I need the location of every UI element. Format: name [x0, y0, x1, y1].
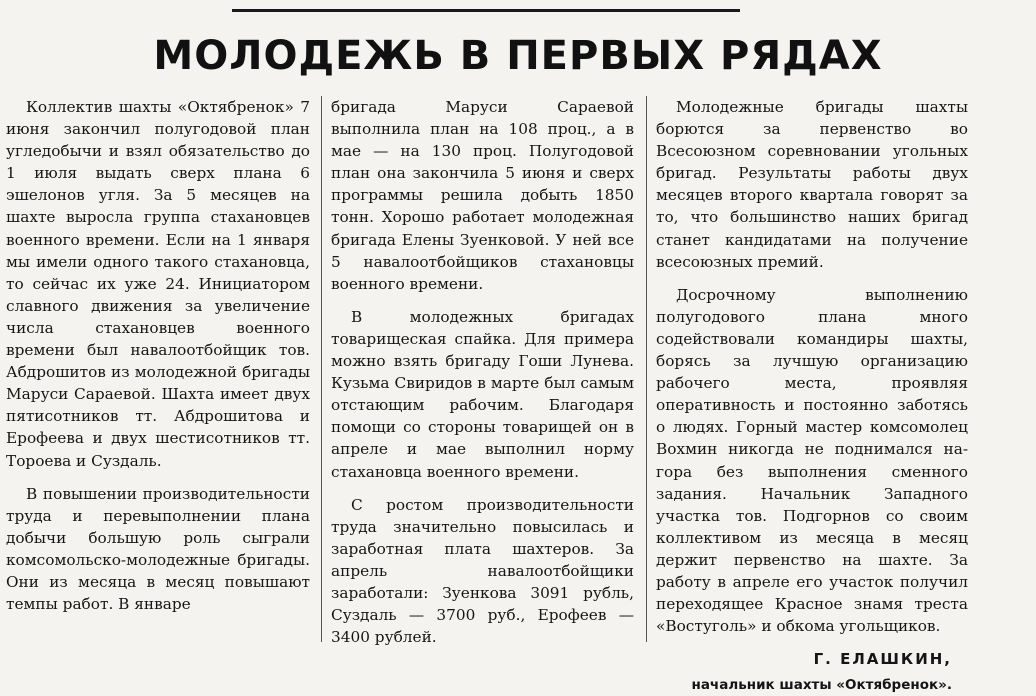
- paragraph: бригада Маруси Сараевой выполнила план на 108 проц., а в мае — на 130 проц. Полугодовой план она закончила 5 июня и сверх программы решила добыть 1850 тонн. Хорошо работает молодежная бригада Елены Зуенковой. У ней все 5 навалоотбойщиков стахановцы военного времени.: [331, 98, 634, 293]
- author-title: начальник шахты «Октябренок».: [691, 677, 952, 694]
- top-rule: [232, 9, 740, 12]
- column-divider: [646, 96, 647, 642]
- paragraph: Коллектив шахты «Октябренок» 7 июня закончил полугодовой план угледобычи и взял обязательство до 1 июля выдать сверх плана 6 эшелонов угля. За 5 месяцев на шахте выросла группа стахановцев военного времени. Если на 1 января мы имели одного такого стахановца, то сейчас их уже 24. Инициатором славного движения за увеличение числа стахановцев военного времени был навалоотбойщик тов. Абдрошитов из молодежной бригады Маруси Сараевой. Шахта имеет двух пятисотников тт. Абдрошитова и Ерофеева и двух шестисотников тт. Тороева и Суздаль.: [6, 98, 310, 470]
- paragraph: В молодежных бригадах товарищеская спайка. Для примера можно взять бригаду Гоши Лунева. Кузьма Свиридов в марте был самым отстающим рабочим. Благодаря помощи со стороны товарищей он в апреле и мае выполнил норму стахановца военного времени.: [331, 307, 634, 481]
- article-column-2: [331, 96, 634, 659]
- paragraph: Молодежные бригады шахты борются за первенство во Всесоюзном соревновании угольных бригад. Результаты работы двух месяцев второго квартала говорят за то, что большинство наших бригад станет кандидатами на получение всесоюзных премий.: [656, 98, 968, 271]
- article-column-3: [656, 96, 968, 696]
- paragraph: В повышении производительности труда и перевыполнении плана добычи большую роль сыграли комсомольско-молодежные бригады. Они из месяца в месяц повышают темпы работ. В январе: [6, 484, 310, 614]
- author-signature: Г. ЕЛАШКИН,: [813, 650, 952, 669]
- column-divider: [321, 96, 322, 642]
- article-column-1: [6, 96, 310, 626]
- paragraph: С ростом производительности труда значительно повысилась и заработная плата шахтеров. За апрель навалоотбойщики заработали: Зуенкова 3091 рубль, Суздаль — 3700 руб., Ерофеев — 3400 рублей.: [331, 495, 634, 647]
- headline: МОЛОДЕЖЬ В ПЕРВЫХ РЯДАХ: [153, 33, 883, 79]
- paragraph: Досрочному выполнению полугодового плана много содействовали командиры шахты, борясь за лучшую организацию рабочего места, проявляя оперативность и постоянно заботясь о людях. Горный мастер комсомолец Вохмин никогда не поднимался на-гора без выполнения сменного задания. Начальник Западного участка тов. Подгорнов со своим коллективом из месяца в месяц держит первенство на шахте. За работу в апреле его участок получил переходящее Красное знамя треста «Востуголь» и обкома угольщиков.: [656, 285, 968, 636]
